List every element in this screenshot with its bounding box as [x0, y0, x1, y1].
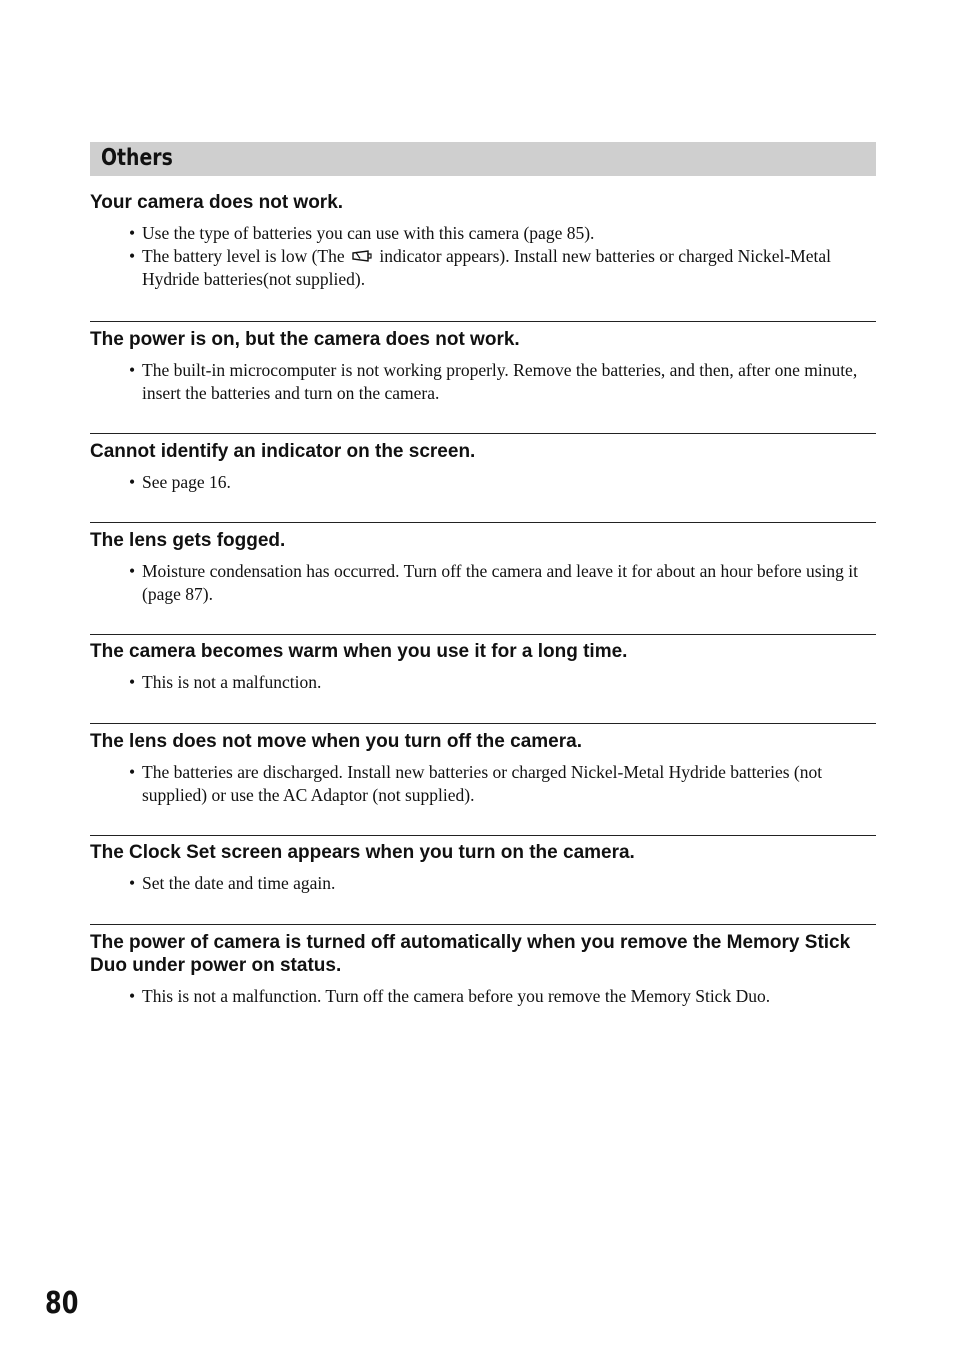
bullet-list: [90, 872, 876, 895]
bullet-item: [90, 359, 876, 405]
bullet-item: [90, 471, 876, 494]
bullet-text: See page 16.: [142, 472, 231, 492]
divider: [90, 835, 876, 836]
item-heading: The lens does not move when you turn off the camera.: [90, 731, 582, 752]
troubleshoot-item: [90, 440, 876, 494]
bullet-mark: •: [129, 672, 136, 692]
bullet-item: [90, 761, 876, 807]
section-header: [90, 142, 876, 176]
bullet-text: Use the type of batteries you can use with this camera (page 85).: [142, 223, 595, 243]
bullet-text: indicator appears). Install new batteries or charged Nickel-Metal Hydride batteries(not supplied).: [142, 246, 831, 289]
bullet-mark: •: [129, 561, 136, 581]
bullet-list: [90, 471, 876, 494]
divider: [90, 924, 876, 925]
troubleshoot-item: [90, 328, 876, 405]
bullet-mark: •: [129, 986, 136, 1006]
troubleshoot-item: [90, 191, 876, 291]
item-heading: Cannot identify an indicator on the screen.: [90, 441, 476, 462]
bullet-mark: •: [129, 246, 136, 266]
divider: [90, 321, 876, 322]
battery-low-icon: [351, 249, 373, 263]
page-number: 80: [45, 1286, 79, 1321]
bullet-mark: •: [129, 873, 136, 893]
bullet-text: The built-in microcomputer is not working properly. Remove the batteries, and then, after one minute, insert the batteries and turn on the camera.: [142, 360, 858, 403]
item-heading: The camera becomes warm when you use it for a long time.: [90, 641, 628, 662]
bullet-list: [90, 359, 876, 405]
item-heading: The power is on, but the camera does not work.: [90, 329, 520, 350]
bullet-list: [90, 222, 876, 291]
item-heading: The power of camera is turned off automatically when you remove the Memory Stick Duo under power on status.: [90, 932, 851, 976]
bullet-mark: •: [129, 472, 136, 492]
item-heading: The lens gets fogged.: [90, 530, 286, 551]
troubleshoot-item: [90, 730, 876, 807]
bullet-item: [90, 245, 876, 291]
troubleshoot-item: [90, 640, 876, 694]
bullet-text: Set the date and time again.: [142, 873, 336, 893]
section-title: Others: [101, 145, 173, 171]
bullet-item: [90, 560, 876, 606]
bullet-list: [90, 560, 876, 606]
item-heading: Your camera does not work.: [90, 192, 344, 213]
bullet-item: [90, 222, 876, 245]
bullet-list: [90, 985, 876, 1008]
bullet-item: [90, 985, 876, 1008]
bullet-text: This is not a malfunction.: [142, 672, 322, 692]
item-heading: The Clock Set screen appears when you turn on the camera.: [90, 842, 635, 863]
divider: [90, 522, 876, 523]
divider: [90, 723, 876, 724]
bullet-mark: •: [129, 360, 136, 380]
bullet-item: [90, 671, 876, 694]
bullet-text: The battery level is low (The: [142, 246, 345, 266]
divider: [90, 634, 876, 635]
bullet-mark: •: [129, 762, 136, 782]
bullet-item: [90, 872, 876, 895]
bullet-text: Moisture condensation has occurred. Turn off the camera and leave it for about an hour before using it (page 87).: [142, 561, 858, 604]
divider: [90, 433, 876, 434]
bullet-list: [90, 671, 876, 694]
bullet-mark: •: [129, 223, 136, 243]
troubleshoot-item: [90, 529, 876, 606]
bullet-text: This is not a malfunction. Turn off the camera before you remove the Memory Stick Duo.: [142, 986, 771, 1006]
troubleshoot-item: [90, 931, 876, 1008]
bullet-list: [90, 761, 876, 807]
troubleshoot-item: [90, 841, 876, 895]
bullet-text: The batteries are discharged. Install new batteries or charged Nickel-Metal Hydride batteries (not supplied) or use the AC Adaptor (not supplied).: [142, 762, 823, 805]
